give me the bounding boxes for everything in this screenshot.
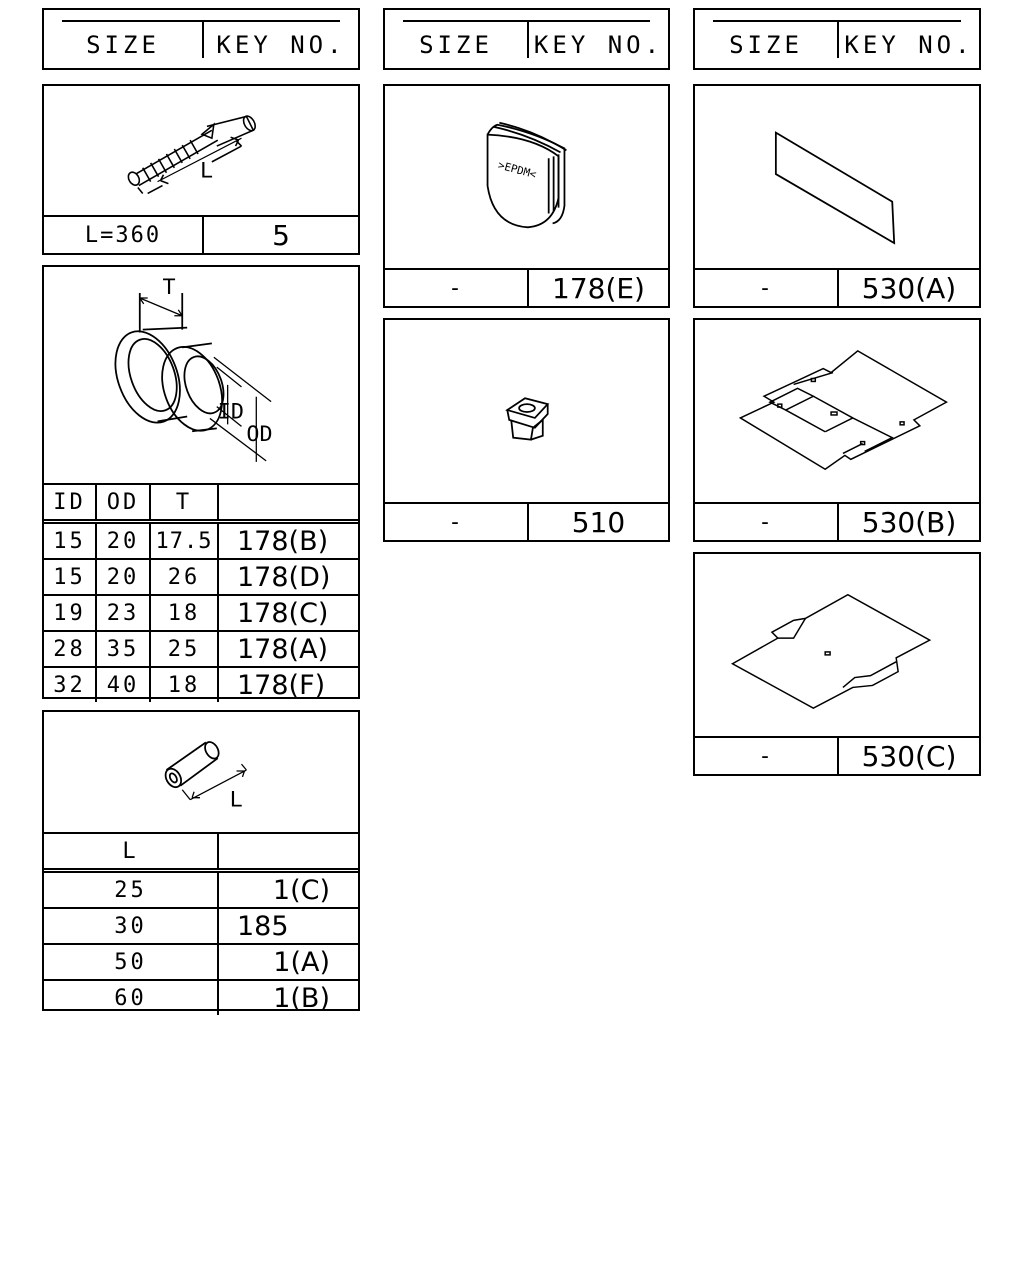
col-header-key: [218, 484, 358, 522]
dim-label-id: ID: [217, 399, 244, 425]
header-size-key-3: [693, 8, 981, 70]
key-number: 530(B): [861, 505, 957, 539]
hose-drawing: [44, 86, 358, 219]
header-key-label: KEY NO.: [216, 31, 346, 59]
col-header-t: T: [150, 484, 218, 522]
table-header-row: [44, 484, 358, 522]
sheet-b-drawing: [695, 320, 979, 506]
tube-table: [44, 832, 358, 1015]
tube-illustration: [44, 712, 358, 832]
clip-drawing: [385, 320, 668, 506]
cell-key: 178(D): [218, 559, 358, 595]
cell-t: 18: [150, 667, 218, 702]
cell-id: 28: [44, 631, 96, 667]
cell-id: 15: [44, 559, 96, 595]
tube-drawing: [44, 712, 358, 832]
part-card-plug: [383, 84, 670, 308]
size-value: -: [758, 509, 774, 535]
cell-l: 30: [44, 908, 218, 944]
header-size-label: SIZE: [86, 31, 160, 59]
hose-footer: [44, 215, 358, 253]
table-header-row: [44, 833, 358, 871]
sheet-a-drawing: [695, 86, 979, 272]
plug-illustration: [385, 86, 668, 272]
plug-drawing: [385, 86, 668, 272]
table-row: [44, 908, 358, 944]
cell-od: 20: [96, 559, 150, 595]
cell-t: 18: [150, 595, 218, 631]
dim-label-od: OD: [246, 422, 273, 448]
key-number: 530(C): [861, 739, 957, 773]
col-header-key: [218, 833, 358, 871]
dim-label-l: L: [200, 158, 214, 184]
size-value: L=360: [84, 222, 162, 248]
sheet-c-drawing: [695, 554, 979, 740]
dim-label-t: T: [162, 275, 176, 301]
cell-key: 178(C): [218, 595, 358, 631]
cell-key: 185: [218, 908, 358, 944]
cell-key: 178(B): [218, 522, 358, 560]
col-header-id: ID: [44, 484, 96, 522]
key-number: 530(A): [861, 271, 957, 305]
size-value: -: [758, 743, 774, 769]
part-card-sheet-a: [693, 84, 981, 308]
part-card-clip: [383, 318, 670, 542]
cell-key: 178(A): [218, 631, 358, 667]
size-value: -: [758, 275, 774, 301]
key-number: 510: [571, 505, 626, 539]
col-header-l: L: [44, 833, 218, 871]
cell-l: 50: [44, 944, 218, 980]
grommet-drawing: [44, 267, 358, 483]
part-card-grommet: [42, 265, 360, 699]
cell-od: 35: [96, 631, 150, 667]
hose-illustration: [44, 86, 358, 219]
sheet-b-footer: [695, 502, 979, 540]
header-size-label: SIZE: [419, 31, 493, 59]
cell-t: 17.5: [150, 522, 218, 560]
header-key-label: KEY NO.: [844, 31, 974, 59]
header-size-key-2: [383, 8, 670, 70]
size-value: -: [448, 509, 464, 535]
header-key-label: KEY NO.: [533, 31, 664, 59]
plug-footer: [385, 268, 668, 306]
col-header-od: OD: [96, 484, 150, 522]
cell-key: 1(A): [218, 944, 358, 980]
cell-l: 25: [44, 871, 218, 909]
cell-id: 19: [44, 595, 96, 631]
cell-id: 32: [44, 667, 96, 702]
table-row: [44, 667, 358, 702]
cell-t: 26: [150, 559, 218, 595]
table-row: [44, 559, 358, 595]
cell-t: 25: [150, 631, 218, 667]
dim-label-l: L: [229, 787, 243, 813]
sheet-a-illustration: [695, 86, 979, 272]
grommet-illustration: [44, 267, 358, 483]
cell-id: 15: [44, 522, 96, 560]
header-size-label: SIZE: [729, 31, 803, 59]
table-row: [44, 944, 358, 980]
cell-od: 20: [96, 522, 150, 560]
sheet-c-illustration: [695, 554, 979, 740]
cell-key: 1(C): [218, 871, 358, 909]
cell-od: 40: [96, 667, 150, 702]
table-row: [44, 595, 358, 631]
key-number: 5: [272, 218, 290, 252]
table-row: [44, 871, 358, 909]
cell-key: 178(F): [218, 667, 358, 702]
clip-footer: [385, 502, 668, 540]
part-card-sheet-c: [693, 552, 981, 776]
header-size-key-1: [42, 8, 360, 70]
sheet-c-footer: [695, 736, 979, 774]
sheet-a-footer: [695, 268, 979, 306]
table-row: [44, 980, 358, 1015]
size-value: -: [448, 275, 464, 301]
part-card-hose: [42, 84, 360, 255]
part-card-sheet-b: [693, 318, 981, 542]
clip-illustration: [385, 320, 668, 506]
sheet-b-illustration: [695, 320, 979, 506]
cell-l: 60: [44, 980, 218, 1015]
cell-key: 1(B): [218, 980, 358, 1015]
grommet-table: [44, 483, 358, 702]
table-row: [44, 522, 358, 560]
cell-od: 23: [96, 595, 150, 631]
key-number: 178(E): [552, 271, 645, 305]
part-card-tube: [42, 710, 360, 1014]
plug-marking: >EPDM<: [496, 158, 538, 182]
table-row: [44, 631, 358, 667]
